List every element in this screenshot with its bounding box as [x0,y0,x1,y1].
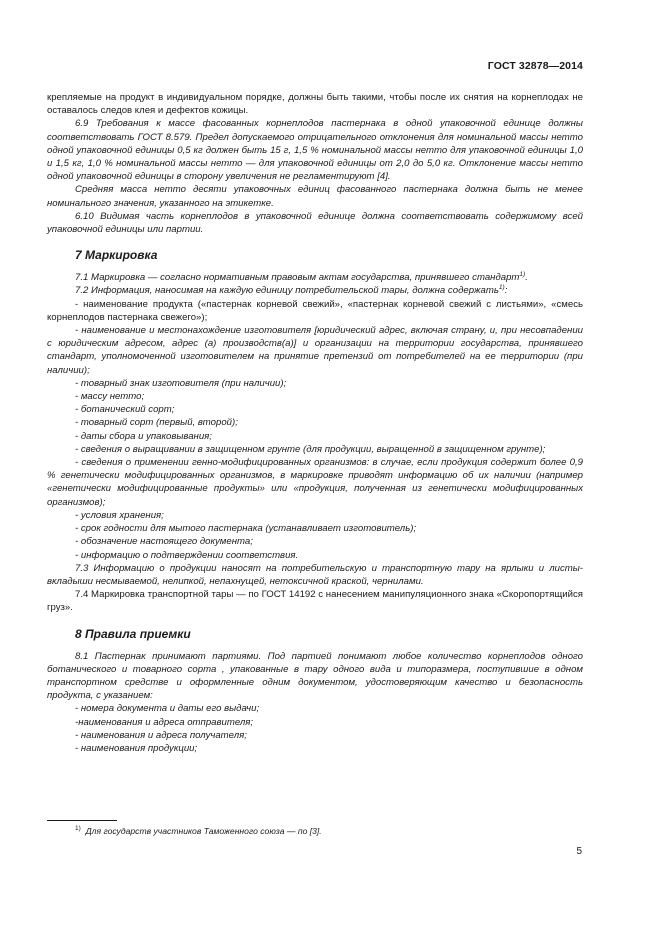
paragraph-8-1: 8.1 Пастернак принимают партиями. Под партией понимают любое количество корнеплодов одного ботанического и товарного сорта , упакованные в тару одного вида и типоразмера, поступившие в одном транспортном средстве и оформленные одним документом, удостоверяющим качество и безопасность продукта, с указанием: [47,650,583,702]
footnote-divider [47,820,117,821]
paragraph-6-9: 6.9 Требования к массе фасованных корнеплодов пастернака в одной упаковочной единице должны соответствовать ГОСТ 8.579. Предел допускаемого отрицательного отклонения для номинальной массы нетто одной упаковочной единицы 0,5 кг должен быть 15 г, 1,5 % номинальной массы нетто для упаковочной единицы 1,0 и 1,5 кг, 1,0 % номинальной массы нетто — для упаковочной единицы от 2,0 до 5,0 кг. Отклонение массы нетто одной упаковочной единицы в сторону увеличения не регламентируют [4]. [47,118,583,183]
paragraph-7-3: 7.3 Информацию о продукции наносят на потребительскую и транспортную тару на ярлыки и листы-вкладыши несмываемой, нелипкой, непахнущей, нетоксичной краской, чернилами. [47,562,583,587]
section-8-title: 8 Правила приемки [75,626,191,641]
footnote-text: Для государств участников Таможенного союза — по [3]. [85,826,322,836]
list-item: - даты сбора и упаковывания; [75,430,212,442]
list-item: - наименование продукта («пастернак корневой свежий», «пастернак корневой свежий с листьями», «смесь корнеплодов пастернака свежего»); [47,298,583,323]
list-item: - информацию о подтверждении соответствия. [75,549,299,561]
paragraph-7-1 [47,271,583,284]
paragraph-7-2 [47,284,583,297]
list-item: - сведения о выращивании в защищенном грунте (для продукции, выращенной в защищенном грунте); [75,443,546,455]
list-item: - товарный знак изготовителя (при наличии); [75,377,287,389]
list-item: - срок годности для мытого пастернака (устанавливает изготовитель); [75,523,417,535]
footnote [75,826,322,836]
paragraph-7-2-text: 7.2 Информация, наносимая на каждую единицу потребительской тары, должна содержать [75,285,499,297]
list-item: - сведения о применении генно-модифицированных организмов: в случае, если продукция содержит более 0,9 % генетически модифицированных организмов, в маркировке приводят информацию об их наличии (например «генетически модифицированные продукты» или «продукция, полученная из генетически модифицированных организмов); [47,457,583,508]
paragraph-7-4: 7.4 Маркировка транспортной тары — по ГОСТ 14192 с нанесением манипуляционного знака «Скоропортящийся груз». [47,589,583,614]
list-item: - наименование и местонахождение изготовителя [юридический адрес, включая страну, и, при несовпадении с юридическим адресом, адрес (а) производств(а)] и организации на территории государства, принявшего стандарт, уполномоченной изготовителем на принятие претензий от потребителей на ее территории (при наличии); [47,325,583,376]
paragraph-7-2-end: : [504,285,508,297]
list-item: - товарный сорт (первый, второй); [75,417,238,429]
footnote-mark: 1) [75,825,81,833]
list-item: - массу нетто; [75,391,145,403]
list-item: - номера документа и даты его выдачи; [75,703,260,715]
paragraph-continuation: крепляемые на продукт в индивидуальном порядке, должны быть такими, чтобы после их снятия на корнеплодах не оставалось следов клея и дефектов кожицы. [47,92,583,117]
list-item: -наименования и адреса отправителя; [75,716,254,728]
list-item: - ботанический сорт; [75,404,175,416]
paragraph-7-1-end: . [525,272,528,284]
list-item: - наименования и адреса получателя; [75,729,247,741]
page-number: 5 [576,846,582,857]
list-item: - условия хранения; [75,509,164,521]
footnote-ref: 1) [519,271,526,279]
list-item: - наименования продукции; [75,742,198,754]
page-body [47,91,583,755]
footnote-ref: 1) [498,284,505,292]
list-item: - обозначение настоящего документа; [75,536,253,548]
section-7-title: 7 Маркировка [75,248,158,263]
paragraph-6-10: 6.10 Видимая часть корнеплодов в упаковочной единице должна соответствовать содержимому всей упаковочной единицы или партии. [47,210,583,236]
paragraph-average-mass: Средняя масса нетто десяти упаковочных единиц фасованного пастернака должна быть не менее номинального значения, указанного на этикетке. [47,184,583,209]
paragraph-7-1-text: 7.1 Маркировка — согласно нормативным правовым актам государства, принявшего стандарт [75,272,520,284]
document-id: ГОСТ 32878—2014 [487,60,583,72]
